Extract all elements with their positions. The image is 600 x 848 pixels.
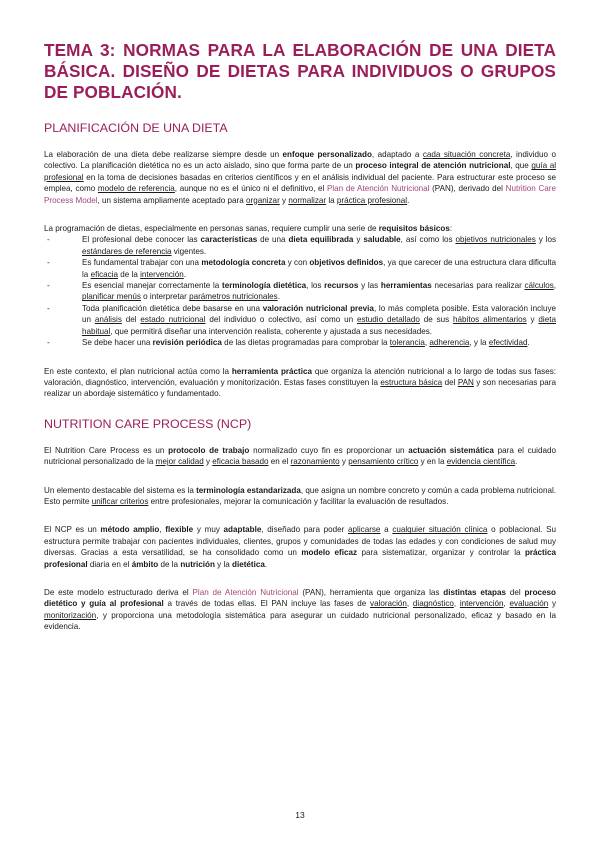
paragraph: El NCP es un método amplio, flexible y muy adaptable, diseñado para poder aplicarse a cualquier situación clínica o poblacional. Su estructura permite trabajar con pacientes individuales, clientes, grupos y comunidades de todas las edades y con condiciones de salud muy diversas. Gracias a esta versatilidad, se ha consolidado como un modelo eficaz para sistematizar, organizar y controlar la práctica profesional diaria en el ámbito de la nutrición y la dietética. bbox=[44, 525, 557, 569]
list-item: - El profesional debe conocer las características de una dieta equilibrada y saludable, así como los objetivos nutricionales y los estándares de referencia vigentes. bbox=[47, 235, 556, 256]
requirements-list bbox=[44, 234, 556, 348]
paragraph: Un elemento destacable del sistema es la terminología estandarizada, que asigna un nombre concreto y común a cada problema nutricional. Esto permite unificar criterios entre profesionales, mejorar la comunicación y facilitar la evaluación de resultados. bbox=[44, 485, 556, 506]
list-item: - Se debe hacer una revisión periódica de las dietas programadas para comprobar la tolerancia, adherencia, y la efectividad. bbox=[47, 338, 530, 348]
list-item: - Toda planificación dietética debe basarse en una valoración nutricional previa, lo más completa posible. Esta valoración incluye un análisis del estado nutricional del individuo o colectivo, así como un estudio detallado de sus hábitos alimentarios y dieta habitual, que permitirá diseñar una intervención realista, coherente y ajustada a sus necesidades. bbox=[47, 303, 556, 336]
paragraph: El Nutrition Care Process es un protocolo de trabajo normalizado cuyo fin es proporcionar un actuación sistemática para el cuidado nutricional personalizado de la mejor calidad y eficacia basado en el razonamiento y pensamiento crítico y en la evidencia científica. bbox=[44, 445, 556, 467]
paragraph: De este modelo estructurado deriva el Plan de Atención Nutricional (PAN), herramienta que organiza las distintas etapas del proceso dietético y guía al profesional a través de todas ellas. El PAN incluye las fases de valoración, diagnóstico, intervención, evaluación y monitorización, y proporciona una metodología sistemática para asegurar un cuidado nutricional personalizado, eficaz y basado en la evidencia. bbox=[44, 587, 557, 632]
page-number: 13 bbox=[295, 810, 305, 820]
list-item: - Es fundamental trabajar con una metodología concreta y con objetivos definidos, ya que carecer de una estructura clara dificulta la eficacia de la intervención. bbox=[47, 258, 557, 279]
paragraph: En este contexto, el plan nutricional actúa como la herramienta práctica que organiza la atención nutricional a lo largo de todas sus fases: valoración, diagnóstico, intervención, evaluación y monitorización. Estas fases constituyen la estructura básica del PAN y son necesarias para realizar un abordaje sistemático y fundamentado. bbox=[44, 366, 556, 399]
section-heading-ncp: NUTRITION CARE PROCESS (NCP) bbox=[44, 416, 252, 431]
section-heading-planificacion: PLANIFICACIÓN DE UNA DIETA bbox=[44, 121, 228, 135]
list-item: - Es esencial manejar correctamente la terminología dietética, los recursos y las herramientas necesarias para realizar cálculos, planificar menús o interpretar parámetros nutricionales. bbox=[47, 281, 556, 302]
paragraph: La elaboración de una dieta debe realizarse siempre desde un enfoque personalizado, adaptado a cada situación concreta, individuo o colectivo. La planificación dietética no es un acto aislado, sino que forma parte de un proceso integral de atención nutricional, que guía al profesional en la toma de decisiones basadas en criterios científicos y en el análisis individual del paciente. Para estructurar este proceso se emplea, como modelo de referencia, aunque no es el único ni el definitivo, el Plan de Atención Nutricional (PAN), derivado del Nutrition Care Process Model, un sistema ampliamente aceptado para organizar y normalizar la práctica profesional. bbox=[44, 150, 556, 205]
page-title: TEMA 3: NORMAS PARA LA ELABORACIÓN DE UNA DIETA BÁSICA. DISEÑO DE DIETAS PARA INDIVIDUOS O GRUPOS DE POBLACIÓN. bbox=[44, 40, 556, 102]
paragraph: La programación de dietas, especialmente en personas sanas, requiere cumplir una serie de requisitos básicos: bbox=[44, 224, 453, 234]
